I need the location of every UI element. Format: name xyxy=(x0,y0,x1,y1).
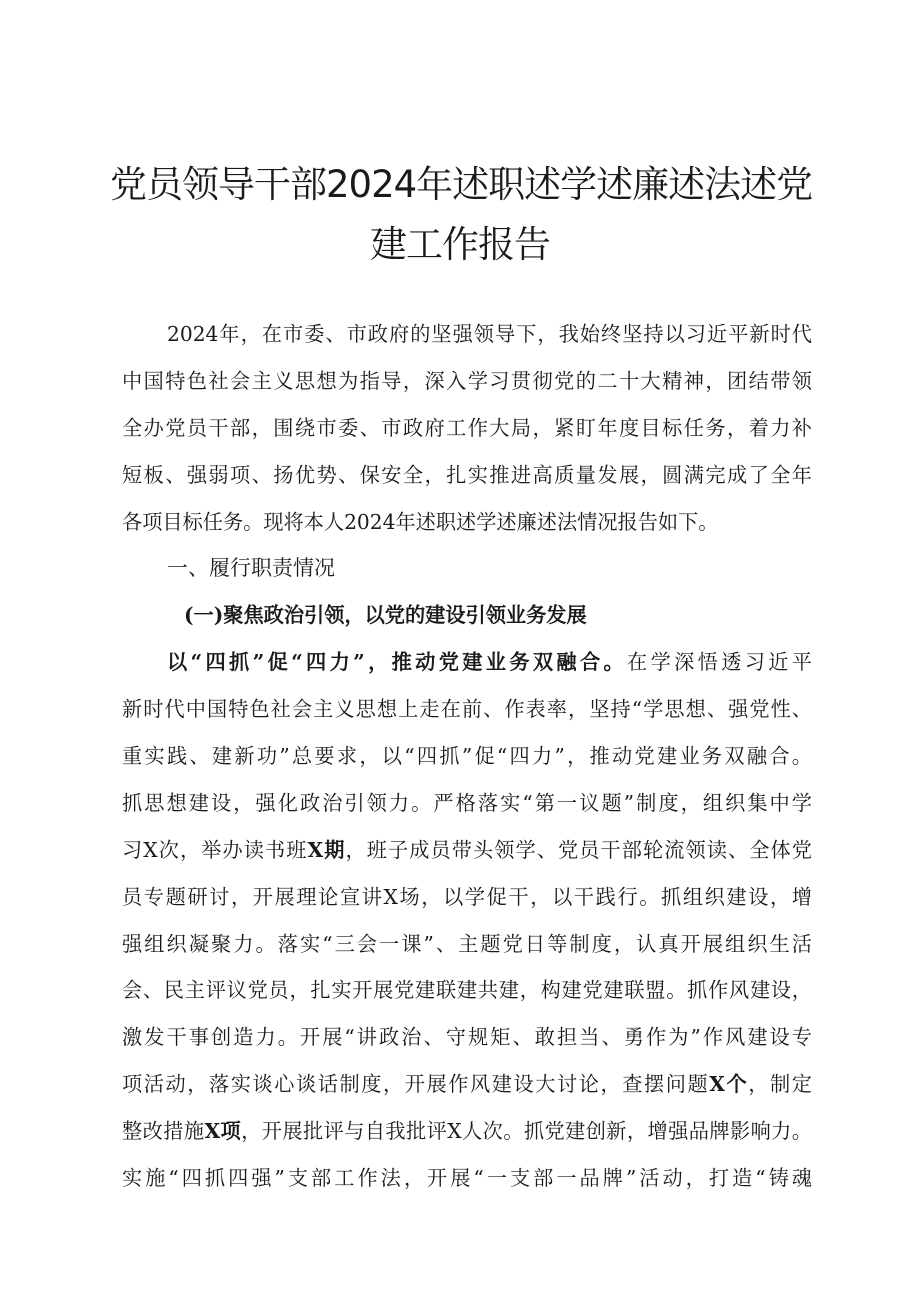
document-title-line-2: 建工作报告 xyxy=(370,223,550,266)
para-line: 激发干事创造力。开展“讲政治、守规矩、敢担当、勇作为”作风建设专 xyxy=(122,1025,812,1050)
subsection-heading: (一)聚焦政治引领，以党的建设引领业务发展 xyxy=(184,603,587,628)
para-lead-bold: 以“四抓”促“四力”，推动党建业务双融合。 xyxy=(167,650,628,675)
para-text: ，开展批评与自我批评X人次。抓党建创新，增强品牌影响力。 xyxy=(241,1119,812,1144)
para-text: 项活动，落实谈心谈话制度，开展作风建设大讨论，查摆问题 xyxy=(122,1072,710,1097)
para-text: ，班子成员带头领学、党员干部轮流领读、全体党 xyxy=(345,837,812,862)
para-line: 实施“四抓四强”支部工作法，开展“一支部一品牌”活动，打造“铸魂 xyxy=(122,1166,812,1191)
intro-line: 2024年，在市委、市政府的坚强领导下，我始终坚持以习近平新时代 xyxy=(167,322,812,346)
para-text: 习X次，举办读书班 xyxy=(122,837,308,862)
intro-line: 短板、强弱项、扬优势、保安全，扎实推进高质量发展，圆满完成了全年 xyxy=(122,462,812,487)
para-bold-text: X项 xyxy=(204,1119,242,1144)
para-line: 抓思想建设，强化政治引领力。严格落实“第一议题”制度，组织集中学 xyxy=(122,790,812,815)
section-heading: 一、履行职责情况 xyxy=(167,556,335,581)
intro-line: 全办党员干部，围绕市委、市政府工作大局，紧盯年度目标任务，着力补 xyxy=(122,415,812,440)
para-text: ，制定 xyxy=(748,1072,812,1097)
para-line: 会、民主评议党员，扎实开展党建联建共建，构建党建联盟。抓作风建设， xyxy=(122,978,812,1003)
para-line: 员专题研讨，开展理论宣讲X场，以学促干，以干践行。抓组织建设，增 xyxy=(122,884,812,909)
para-line: 重实践、建新功”总要求，以“四抓”促“四力”，推动党建业务双融合。 xyxy=(122,744,812,769)
para-bold-text: X期 xyxy=(307,837,346,862)
para-bold-text: X个 xyxy=(709,1072,749,1097)
para-line xyxy=(122,1108,812,1155)
para-line: 新时代中国特色社会主义思想上走在前、作表率，坚持“学思想、强党性、 xyxy=(122,697,812,722)
document-body xyxy=(122,311,812,1202)
intro-line: 各项目标任务。现将本人2024年述职述学述廉述法情况报告如下。 xyxy=(122,509,719,534)
para-line xyxy=(122,827,812,874)
para-line xyxy=(122,1061,812,1108)
document-title-line-1: 党员领导干部2024年述职述学述廉述法述党 xyxy=(110,163,813,206)
para-lead-rest: 在学深悟透习近平 xyxy=(627,650,812,675)
para-line xyxy=(122,639,812,686)
intro-line: 中国特色社会主义思想为指导，深入学习贯彻党的二十大精神，团结带领 xyxy=(122,368,812,393)
para-line: 强组织凝聚力。落实“三会一课”、主题党日等制度，认真开展组织生活 xyxy=(122,931,812,956)
para-text: 整改措施 xyxy=(122,1119,205,1144)
